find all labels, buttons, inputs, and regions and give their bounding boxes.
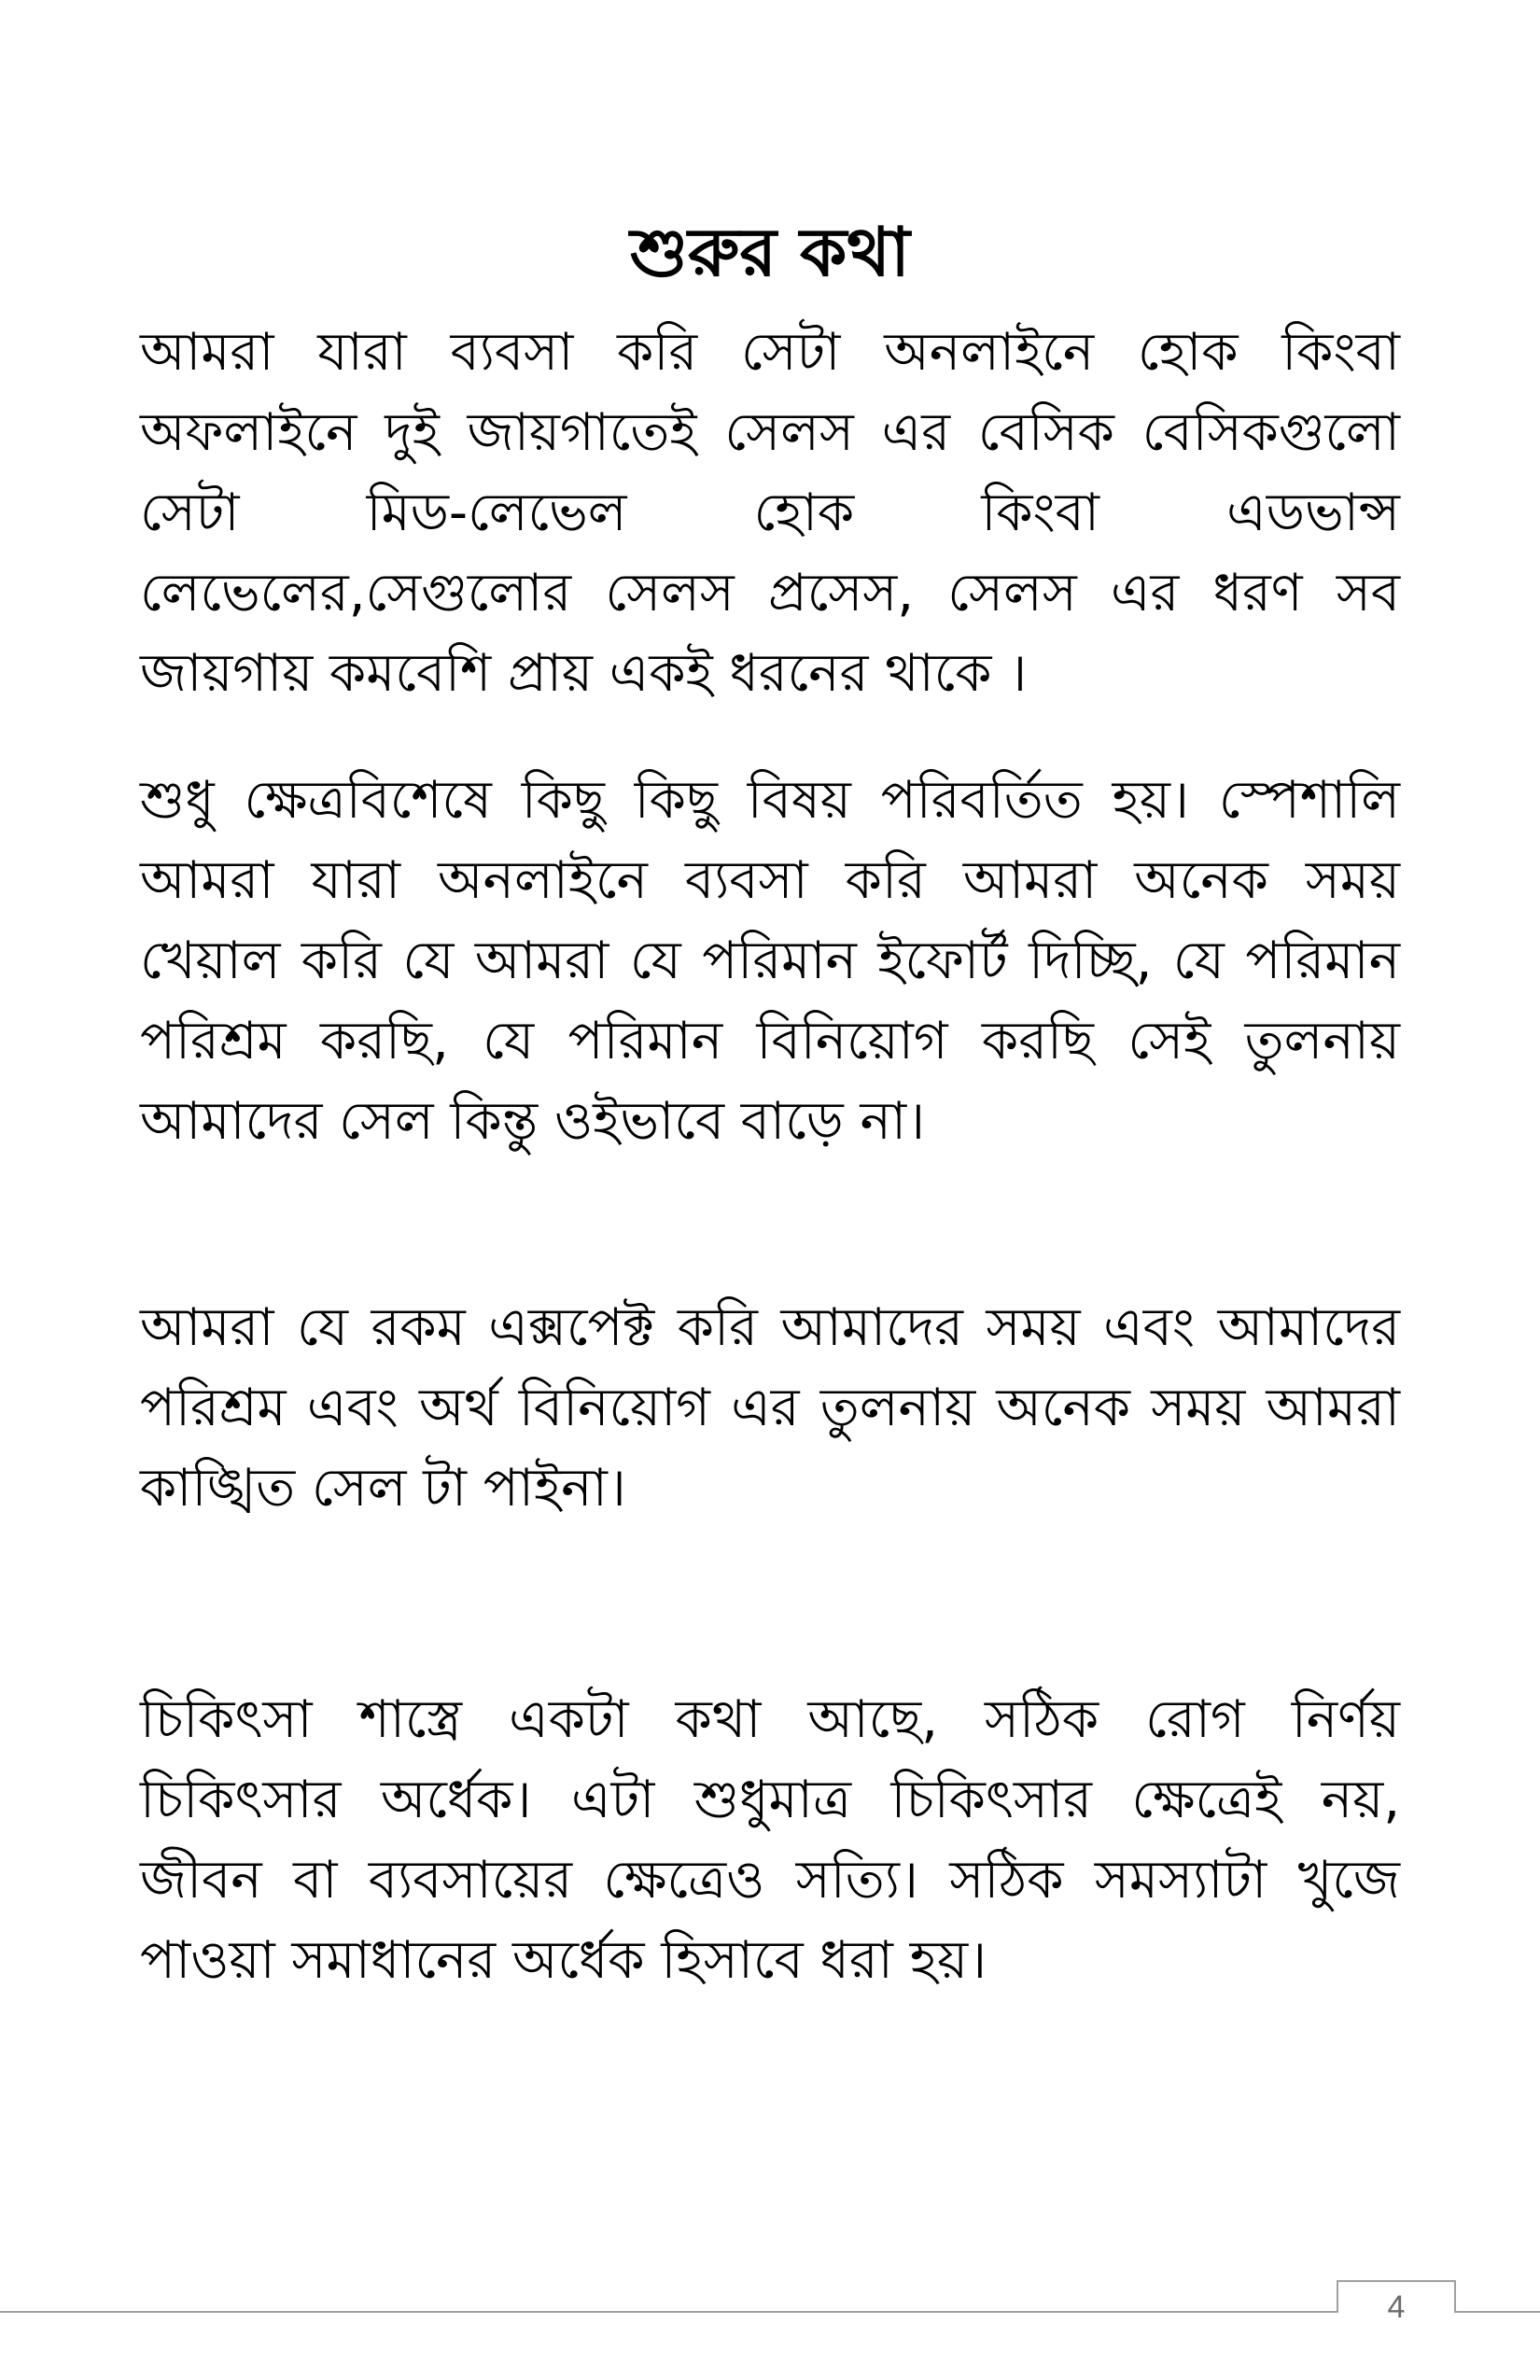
page-number-box <box>1337 2280 1456 2325</box>
footer-rule-right <box>1454 2311 1540 2313</box>
page-number: 4 <box>1387 2289 1406 2325</box>
paragraph-3: আমরা যে রকম এক্সপেক্ট করি আমাদের সময় এবং আমাদের পরিশ্রম এবং অর্থ বিনিয়োগ এর তুলনায় অনেক সময় আমরা কাঙ্খিত সেল টা পাইনা। <box>140 1297 1400 1519</box>
footer-rule-left <box>0 2311 1337 2313</box>
paragraph-4: চিকিৎসা শাস্ত্রে একটা কথা আছে, সঠিক রোগ নির্ণয় চিকিৎসার অর্ধেক। এটা শুধুমাত্র চিকিৎসার ক্ষেত্রেই নয়, জীবন বা ব্যবসায়ের ক্ষেত্রেও সত্যি। সঠিক সমস্যাটা খুজে পাওয়া সমাধানের অর্ধেক হিসাবে ধরা হয়। <box>140 1689 1400 1991</box>
paragraph-1: আমরা যারা ব্যবসা করি সেটা অনলাইনে হোক কিংবা অফলাইনে দুই জায়গাতেই সেলস এর বেসিক বেসিকগুলো সেটা মিড-লেভেল হোক কিংবা এডভান্স লেভেলের,সেগুলোর সেলস প্রসেস, সেলস এর ধরণ সব জায়গায় কমবেশি প্রায় একই ধরনের থাকে । <box>140 322 1400 704</box>
page-title: শুরুর কথা <box>630 213 910 291</box>
paragraph-2: শুধু ক্ষেত্রবিশেষে কিছু কিছু বিষয় পরিবর্তিত হয়। স্পেশালি আমরা যারা অনলাইনে ব্যবসা করি আমরা অনেক সময় খেয়াল করি যে আমরা যে পরিমান ইফোর্ট দিচ্ছি, যে পরিমান পরিশ্রম করছি, যে পরিমান বিনিয়োগ করছি সেই তুলনায় আমাদের সেল কিন্তু ওইভাবে বাড়ে না। <box>140 770 1400 1152</box>
